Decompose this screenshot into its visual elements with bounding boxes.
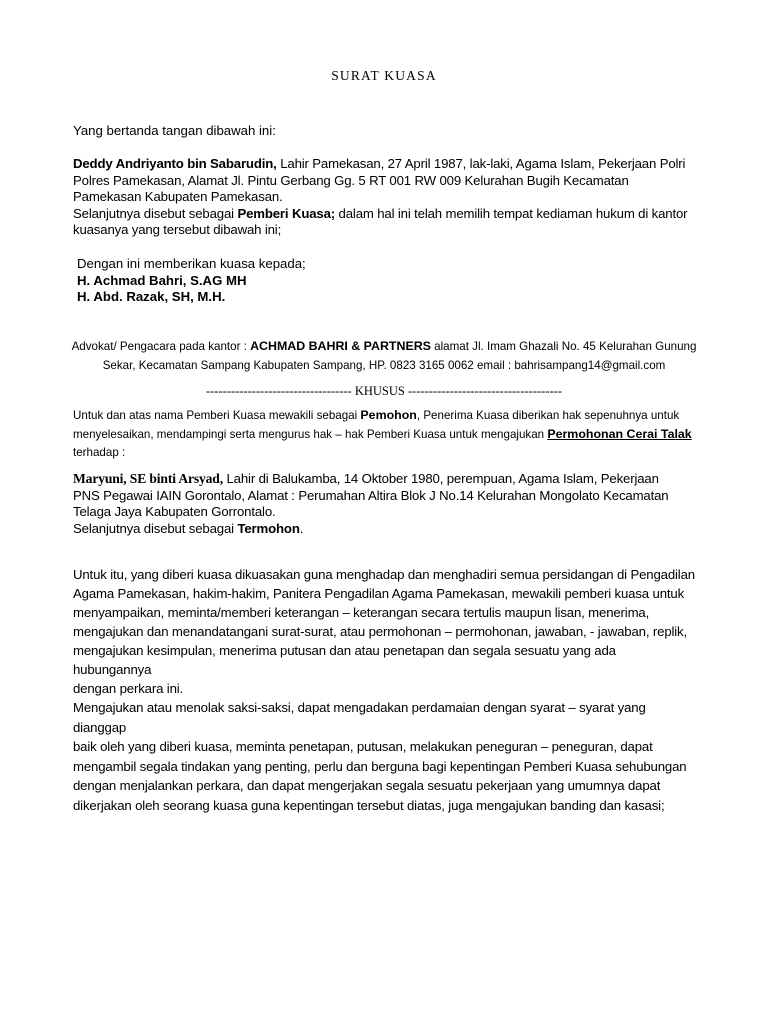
grantor-line4c: dalam hal ini telah memilih tempat kediaman hukum di kantor [335, 205, 688, 221]
office-name: ACHMAD BAHRI & PARTNERS [250, 339, 431, 353]
office-c: alamat Jl. Imam Ghazali No. 45 Kelurahan Gunung [430, 340, 697, 353]
office-block [70, 337, 698, 375]
paragraph-1-line: Agama Pamekasan, hakim-hakim, Panitera Pengadilan Agama Pamekasan, mewakili pemberi kuasa untuk [73, 586, 685, 601]
grantor-role: Pemberi Kuasa; [237, 205, 336, 221]
paragraph-1-line: dengan perkara ini. [73, 681, 184, 696]
document-title: SURAT KUASA [331, 68, 437, 83]
paragraph-1 [73, 565, 696, 698]
paragraph-2-line: baik oleh yang diberi kuasa, meminta penetapan, putusan, melakukan peneguran – peneguran, dapat [73, 739, 653, 754]
paragraph-2 [73, 698, 696, 815]
attorney-2: H. Abd. Razak, SH, M.H. [77, 289, 226, 304]
grantor-line1: Lahir Pamekasan, 27 April 1987, lak-laki, Agama Islam, Pekerjaan Polri [276, 156, 686, 171]
grantor-name: Deddy Andriyanto bin Sabarudin, [73, 156, 277, 171]
khusus-separator: ----------------------------------- KHUSUS ------------------------------------- [206, 384, 562, 398]
purpose-case: Permohonan Cerai Talak [547, 427, 692, 441]
paragraph-2-line: Mengajukan atau menolak saksi-saksi, dapat mengadakan perdamaian dengan syarat – syarat yang dianggap [73, 700, 646, 735]
paragraph-2-line: dengan menjalankan perkara, dan dapat mengerjakan segala sesuatu pekerjaan yang umumnya dapat [73, 778, 661, 793]
paragraph-2-line: mengambil segala tindakan yang penting, perlu dan berguna bagi kepentingan Pemberi Kuasa sehubungan [73, 758, 687, 774]
grantor-line5: kuasanya yang tersebut dibawah ini; [73, 222, 282, 237]
grantor-line2: Polres Pamekasan, Alamat Jl. Pintu Gerbang Gg. 5 RT 001 RW 009 Kelurahan Bugih Kecamatan [73, 172, 629, 188]
purpose-a: Untuk dan atas nama Pemberi Kuasa mewakili sebagai [73, 409, 361, 422]
paragraph-1-line: mengajukan dan menandatangani surat-surat, atau permohonan – permohonan, jawaban, - jawaban, replik, [73, 624, 688, 639]
respondent-name: Maryuni, SE binti Arsyad, [73, 471, 223, 486]
grantor-line3: Pamekasan Kabupaten Pamekasan. [73, 189, 283, 204]
respondent-line4c: . [299, 520, 304, 536]
respondent-line3: Telaga Jaya Kabupaten Gorrontalo. [73, 504, 276, 519]
grantor-line4a: Selanjutnya disebut sebagai [73, 205, 238, 221]
respondent-role: Termohon [237, 520, 300, 536]
intro-text: Yang bertanda tangan dibawah ini: [73, 123, 276, 138]
office-line2: Sekar, Kecamatan Sampang Kabupaten Sampang, HP. 0823 3165 0062 email : bahrisampang14@gmail.com [102, 359, 666, 372]
respondent-line1: Lahir di Balukamba, 14 Oktober 1980, perempuan, Agama Islam, Pekerjaan [222, 471, 659, 486]
purpose-block [73, 406, 696, 462]
respondent-line4a: Selanjutnya disebut sebagai [73, 520, 238, 536]
purpose-line3: terhadap : [73, 446, 126, 459]
purpose-line2a: menyelesaikan, mendampingi serta mengurus hak – hak Pemberi Kuasa untuk mengajukan [73, 428, 548, 441]
office-a: Advokat/ Pengacara pada kantor : [71, 340, 251, 353]
purpose-c: , Penerima Kuasa diberikan hak sepenuhnya untuk [416, 409, 680, 422]
grant-intro: Dengan ini memberikan kuasa kepada; [77, 256, 306, 271]
purpose-role: Pemohon [360, 408, 417, 422]
grantor-block [73, 156, 696, 239]
paragraph-2-line: dikerjakan oleh seorang kuasa guna kepentingan tersebut diatas, juga mengajukan banding dan kasasi; [73, 797, 665, 813]
respondent-line2: PNS Pegawai IAIN Gorontalo, Alamat : Perumahan Altira Blok J No.14 Kelurahan Mongolato Kecamatan [73, 487, 669, 503]
attorney-1: H. Achmad Bahri, S.AG MH [77, 272, 247, 288]
paragraph-1-line: Untuk itu, yang diberi kuasa dikuasakan guna menghadap dan menghadiri semua persidangan di Pengadilan [73, 567, 695, 582]
paragraph-1-line: mengajukan kesimpulan, menerima putusan dan atau penetapan dan segala sesuatu yang ada hubungannya [73, 643, 616, 677]
respondent-block [73, 471, 696, 537]
paragraph-1-line: menyampaikan, meminta/memberi keterangan – keterangan secara tertulis maupun lisan, menerima, [73, 605, 650, 620]
grant-block [77, 256, 700, 306]
